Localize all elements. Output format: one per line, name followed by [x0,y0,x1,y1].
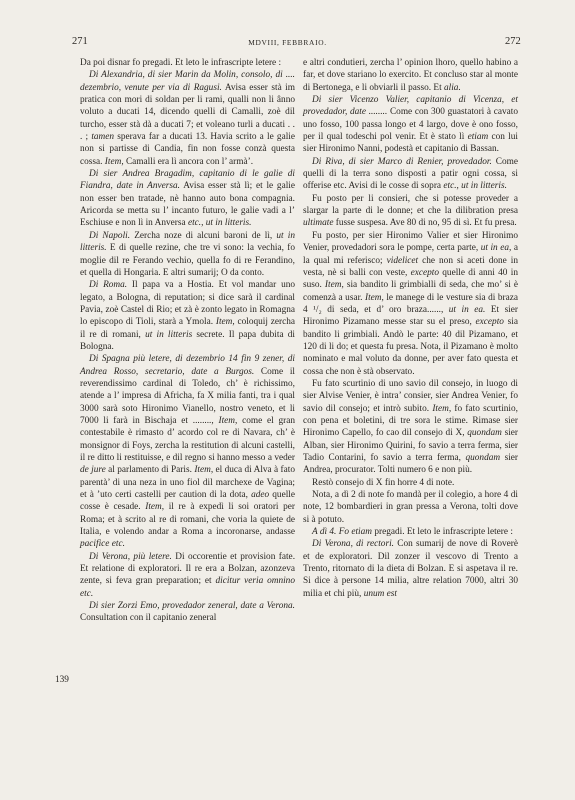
text-run: Zercha noze di alcuni baroni de lì, [130,230,277,241]
text-run: secrete. Il papa dubita di Bologna. [80,329,296,352]
text-run: Di Napoli. [89,230,131,241]
text-run: Fu posto per li consieri, che si potesse proveder a slargar la parte di le donne; et che la dilibration presa [303,193,518,217]
paragraph [80,551,295,600]
text-run: A dì 4. Fo etiam [312,527,372,538]
page-number-left: 271 [72,36,88,47]
paragraph [80,353,295,551]
running-head-title: MDVIII, FEBBRAIO. [248,38,327,47]
text-run: Di occorentie et provision fate. Et relatione di exploratori. Il re era a Bolzan, azonzeva zente, si feva gran preparation; et [80,551,296,587]
text-run: Consultation con il capitanio zeneral [80,613,217,624]
text-run: dicitur veria omnino etc. [80,576,295,599]
text-run: Il papa va a Hostia. Et vol mandar uno legato, a Bologna, di reputation; si dice sarà il cardinal Pavia, zoè Castel di Rio; et zà è zonto legato in Romagna lo episcopo di Tioli, starà a Ymola. [80,280,296,328]
text-run: Fu posto, per sier Hironimo Valier et sier Hironimo Venier, provedadori sora le pompe, certa parte, [303,230,518,254]
text-run: le manege di le vesture sia di braza 4 ¹/₂ di seda, et d’ oro braza......, [303,292,519,315]
text-run: sia bandito li grimbiali. Andò le parte: 40 dil Pizamano, et 120 di li do; et questa fu presa. Nota, il Pizamano è molto nominato e mal voluto da donne, per aver fato questa et cossa che non è stà observato. [303,317,518,377]
paragraph [303,230,518,378]
text-run: ut in ea. [448,304,486,315]
text-run: unum est [363,588,397,599]
paragraph [80,69,295,168]
margin-note: 139 [55,675,69,685]
text-run: etc., ut in litteris. [187,218,252,229]
text-run: coloquij zercha il re di romani, [80,317,295,340]
paragraph [303,94,518,156]
paragraph [303,489,518,526]
text-run: Item, [365,292,384,303]
text-run: quelle di anni 40 in suso. [303,267,518,291]
paragraph [303,156,518,193]
paragraph [80,600,295,625]
paragraph [303,378,518,477]
text-run: Di sier Zorzi Emo, provedador zeneral, date a Verona. [89,601,295,612]
text-run: Et sier Hironimo Pizamano messe star su el preso, [303,304,518,328]
text-run: Item, [218,415,238,426]
text-run: tamen [91,132,115,143]
text-run: Nota, a dì 2 di note fo mandà per il colegio, a hore 4 di note, 12 bombardieri in gran pressa a Verona, tolti dove si à potuto. [303,490,518,525]
text-run: Di Alexandria, di sier Marin da Molin, consolo, di .... dezembrio, venute per via di Ragusi. [80,70,295,93]
text-run: a la qual mi referisco; [303,243,518,266]
text-run: videlicet [386,255,419,266]
text-run: fo fato scurtinio, con pena et boletini, di tre sora le stime. Rimase sier Hironimo Capello, fo cao dil consejo di X, [303,403,518,439]
text-run: Item, [104,156,124,167]
text-run: ut in litteris. [80,230,295,254]
text-run: Con sumarij de nove di Roverè et de exploratori. Dil zonzer il vescovo di Trento a Trento, ritornato di la dieta di Bolzan. E si aspetava il re. Si dice à persone 14 milia, altre relation 7000, altri 30 milia et chi più, [303,539,518,599]
paragraph [303,538,518,600]
text-run: etc., ut in litteris. [443,181,507,192]
text-run: Di Roma. [89,280,128,291]
paragraph [303,526,518,538]
text-run: sperava far a ducati 13. Havia scrito a le galie non si partisse di Candia, fin non fosse conzà questa cossa. [80,132,295,167]
text-run: E di quelle rezine, che tre vi sono: la vechia, fo moglie dil re Ferando vechio, quella fo di re Ferandino, et quella di Hongaria. E altri sumarij; O da conto. [80,243,295,278]
text-run: Fu fato scurtinio di uno savio dil consejo, in luogo di sier Alvise Venier, è intra’ consier, sier Andrea Venier, fo savio dil consejo; et intrò subito. [303,378,518,414]
text-run: che non si aceti done in vesta, nè si balli con veste, [303,255,518,278]
text-run: adeo [251,490,270,501]
paragraph [80,57,295,69]
paragraph [80,230,295,279]
text-run: sia bandito li grimbialli di seda, che mo’ si è comenzà a usar. [303,280,518,303]
text-run: Item, [145,502,165,513]
text-run: Come il reverendissimo cardinal di Toledo, ch’ è richissimo, atende a l’ impresa di Africha, fa X milia fanti, tra i qual 3000 sarà soto Hironimo Vianello, nostro veneto, et li 7000 li farà in Bischaja et ........, [80,366,295,426]
text-run: excepto [410,267,439,278]
text-run: ut in litteris [145,329,193,340]
text-run: fusse suspesa. Ave 80 di no, 95 di sì. Et fu presa. [333,218,517,229]
text-run: Come con 300 guastatori à cavato uno fosso, 100 passa longo et 4 largo, dove è ono fosso, per il qual todeschi pol venir. Et è stato lì [303,107,518,143]
text-run: Di Verona, di rectori. [312,539,394,550]
text-run: sier Andrea, procurator. Tolti numero 6 e non più. [303,453,518,476]
text-run: quondam [467,428,502,439]
text-run: Restò consejo di X fin horre 4 di note. [312,477,455,488]
text-run: etiam [467,132,489,143]
text-run: ut in ea, [480,243,512,254]
text-run: Di Spagna più letere, di dezembrio 14 fin 9 zener, di Andrea Rosso, secretario, date a Burgos. [80,354,295,377]
text-run: quelle cosse è cesade. [80,490,295,513]
text-run: e altri condutieri, zercha l’ opinion lhoro, quello habino a far, et dove stariano lo exercito. Et concluso star al monte di Bertonega, e li obviarli il passo. Et [303,58,518,93]
text-run: sier Alban, sier Hironimo Quirini, fo savio a terra ferma, sier Tadio Contarini, fo savio a terra ferma, [303,428,518,463]
left-column [80,57,295,625]
paragraph [80,168,295,230]
text-run: Camalli era lì ancora con l’ armà’. [123,156,254,167]
text-run: Di sier Vicenzo Valier, capitanio di Vicenza, et provedador, date ........ [303,95,518,118]
text-run: Come quelli di la terra sono disposti a patir ogni cossa, si offerise etc. Avisi di le cosse di sopra [303,156,518,192]
text-run: de jure [80,465,106,476]
text-run: Da poi disnar fo pregadi. Et leto le infrascripte letere : [80,58,282,68]
paragraph [303,477,518,489]
text-run: alia. [443,82,461,93]
paragraph [303,193,518,230]
text-run: Di Verona, più letere. [89,551,172,562]
paragraph [80,279,295,353]
text-run: Avisa esser stà im pratica con mori di soldan per li rami, qualli non li ânno voluto a ducati 14, dicendo quelli di Camalli, zoè dil turcho, esser stà dà a ducati 7; et voleano turli a ducati . . . ; [80,82,295,143]
text-run: Item, [432,403,452,414]
right-column [303,57,518,600]
paragraph [303,57,518,94]
text-run: el duca di Alva à fato parentà’ di una neza in uno fiol dil marchexe de Vagina; et à ’uto certi castelli per caution di la dota, [80,465,295,501]
text-run: Di sier Andrea Bragadim, capitanio di le galie di Fiandra, date in Anversa. [80,169,295,192]
text-run: Item, [215,317,235,328]
text-run: ultimate [303,218,334,229]
running-header [0,36,575,50]
text-run: Item, [194,465,214,476]
text-run: come el gran contestabile è rimasto d’ acordo col re di Navara, ch’ è monsignor di Foys, zercha la restitution di alcuni castelli, il re ditto li restituisse, e dil regno si hanno messo a veder [80,415,295,463]
text-run: excepto [475,317,504,328]
text-run: pregadi. Et leto le infrascripte letere : [372,527,513,538]
text-run: Di Riva, di sier Marco di Renier, provedador. [312,156,492,167]
text-run: con lui sier Hironimo Nanni, podestà et capitanio di Bassan. [303,132,518,155]
text-run: Avisa esser stà lì; et le galie non esser ben tratade, nè hanno auto bona compagnia. Aricorda se metta su l’ incanto futuro, le galie vadi a l’ Eschiuse e non lì in Anversa [80,181,295,229]
text-run: Item, [324,280,344,291]
text-run: pacifice etc. [80,539,125,550]
page-number-right: 272 [505,36,521,47]
text-run: il re à expedì li soi oratori per Roma; et à scrito al re di romani, che voria la quiete de Italia, e volendo andar a Roma a incoronarse, andasse [80,502,295,538]
text-run: al parlamento di Paris. [105,465,195,476]
text-run: quondam [465,453,501,463]
